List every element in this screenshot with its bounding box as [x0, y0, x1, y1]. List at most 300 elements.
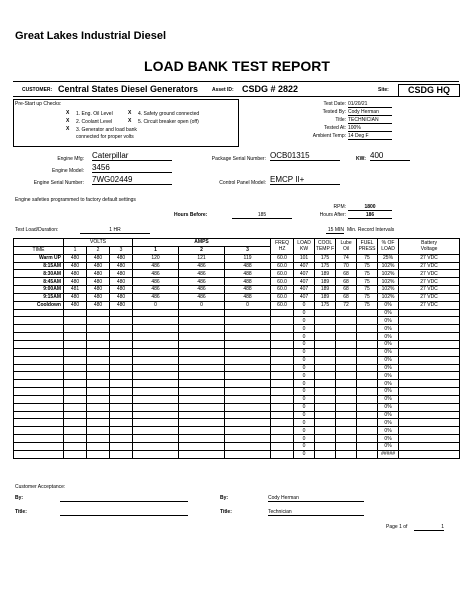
empty-cell [179, 388, 225, 396]
empty-cell [315, 435, 336, 443]
lube-header: Lube Oil [336, 239, 357, 255]
empty-cell [399, 325, 460, 333]
empty-cell [133, 380, 179, 388]
empty-cell [14, 325, 64, 333]
time-cell: Cooldown [14, 301, 64, 309]
empty-cell [87, 450, 110, 458]
empty-cell [14, 403, 64, 411]
empty-cell [110, 364, 133, 372]
empty-cell: 0% [378, 317, 399, 325]
reading-cell: 60.0 [271, 286, 294, 294]
engine-mfg-label: Engine Mfg: [57, 156, 84, 162]
empty-cell [271, 348, 294, 356]
empty-cell [87, 348, 110, 356]
empty-cell: ##### [378, 450, 399, 458]
reading-cell: 72 [336, 301, 357, 309]
reading-cell: 102% [378, 286, 399, 294]
reading-cell: 407 [294, 270, 315, 278]
reading-cell: 488 [225, 262, 271, 270]
table-row-blank [14, 380, 460, 388]
reading-cell: 0 [225, 301, 271, 309]
empty-cell: 0% [378, 309, 399, 317]
empty-cell [399, 372, 460, 380]
reading-cell: 75 [357, 262, 378, 270]
empty-cell [315, 333, 336, 341]
empty-cell [225, 333, 271, 341]
empty-cell [315, 419, 336, 427]
reading-cell: 480 [87, 293, 110, 301]
prestart-title: Pre-Start up Checks: [15, 101, 62, 107]
empty-cell [133, 309, 179, 317]
empty-cell: 0 [294, 356, 315, 364]
interval-value: 15 MIN [327, 227, 344, 233]
empty-cell: 0% [378, 395, 399, 403]
empty-cell [399, 403, 460, 411]
table-row [14, 293, 460, 301]
empty-cell [110, 348, 133, 356]
title-label-customer: Title: [15, 509, 27, 515]
readings-table [13, 238, 460, 459]
empty-cell [179, 348, 225, 356]
empty-cell [399, 442, 460, 450]
check-mark: X [66, 118, 70, 124]
empty-cell [14, 419, 64, 427]
reading-cell: 480 [64, 278, 87, 286]
interval-label: Min. Record Intervals [347, 227, 395, 233]
empty-cell: 0 [294, 427, 315, 435]
empty-cell [315, 317, 336, 325]
tested-by-label: Tested By: [322, 109, 346, 115]
site-label: Site: [378, 87, 389, 93]
empty-cell: 0% [378, 427, 399, 435]
volts-phase-header: 1 [64, 246, 87, 254]
table-row-blank [14, 356, 460, 364]
empty-cell [110, 411, 133, 419]
empty-cell [179, 340, 225, 348]
empty-cell [399, 340, 460, 348]
empty-cell: 0% [378, 435, 399, 443]
control-panel-value: EMCP II+ [270, 175, 340, 185]
time-cell: 8:15AM [14, 262, 64, 270]
reading-cell: 407 [294, 286, 315, 294]
engine-serial-label: Engine Serial Number: [33, 180, 84, 186]
check-mark: X [66, 110, 70, 116]
table-row [14, 286, 460, 294]
reading-cell: 480 [64, 262, 87, 270]
empty-cell [179, 442, 225, 450]
empty-cell [110, 317, 133, 325]
reading-cell: 74 [336, 254, 357, 262]
reading-cell: 102% [378, 262, 399, 270]
table-row-blank [14, 411, 460, 419]
reading-cell: 486 [179, 262, 225, 270]
table-row-blank [14, 348, 460, 356]
empty-cell [110, 419, 133, 427]
empty-cell [271, 411, 294, 419]
reading-cell: 486 [179, 270, 225, 278]
empty-cell [110, 403, 133, 411]
empty-cell [14, 333, 64, 341]
reading-cell: 70 [336, 262, 357, 270]
empty-cell [110, 450, 133, 458]
load-duration-value: 1 HR [80, 227, 150, 234]
cool-header: COOL TEMP F [315, 240, 335, 253]
empty-cell [179, 325, 225, 333]
reading-cell: 480 [110, 286, 133, 294]
amps-group-header: AMPS [133, 239, 271, 247]
empty-cell: 0% [378, 364, 399, 372]
site-value: CSDG HQ [398, 84, 460, 97]
empty-cell [179, 427, 225, 435]
kw-value: 400 [370, 151, 410, 161]
reading-cell: 27 VDC [399, 286, 460, 294]
empty-cell [336, 356, 357, 364]
reading-cell: 480 [87, 270, 110, 278]
engine-model-value: 3456 [92, 163, 172, 173]
customer-signature-line [60, 501, 188, 502]
empty-cell [399, 380, 460, 388]
empty-cell [179, 364, 225, 372]
reading-cell: 480 [64, 270, 87, 278]
empty-cell [14, 309, 64, 317]
reading-cell: 75 [357, 278, 378, 286]
empty-cell [110, 333, 133, 341]
empty-cell [271, 442, 294, 450]
empty-cell [110, 380, 133, 388]
table-row-blank [14, 317, 460, 325]
reading-cell: 486 [133, 286, 179, 294]
reading-cell: 102% [378, 270, 399, 278]
empty-cell [336, 348, 357, 356]
reading-cell: 189 [315, 270, 336, 278]
empty-cell [399, 395, 460, 403]
reading-cell: 60.0 [271, 293, 294, 301]
empty-cell [87, 340, 110, 348]
reading-cell: 0 [294, 301, 315, 309]
reading-cell: 60.0 [271, 278, 294, 286]
empty-cell [110, 309, 133, 317]
empty-cell [271, 356, 294, 364]
hours-after-value: 186 [348, 212, 392, 219]
empty-cell [271, 388, 294, 396]
time-cell: 8:30AM [14, 270, 64, 278]
empty-cell: 0% [378, 411, 399, 419]
reading-cell: 68 [336, 286, 357, 294]
empty-cell [225, 340, 271, 348]
empty-cell [271, 317, 294, 325]
package-serial-value: OCB01315 [270, 151, 340, 161]
empty-cell [14, 411, 64, 419]
table-row-blank [14, 403, 460, 411]
page-total: 1 [414, 524, 444, 531]
reading-cell: 480 [64, 293, 87, 301]
empty-cell [357, 372, 378, 380]
title-label: Title: [335, 117, 346, 123]
empty-cell [14, 317, 64, 325]
empty-cell [64, 309, 87, 317]
table-row-blank [14, 435, 460, 443]
rpm-value: 1800 [348, 204, 392, 211]
empty-cell [14, 395, 64, 403]
empty-cell [336, 388, 357, 396]
empty-cell [315, 364, 336, 372]
reading-cell: 60.0 [271, 262, 294, 270]
reading-cell: 101 [294, 254, 315, 262]
table-row-blank [14, 340, 460, 348]
test-date-label: Test Date: [323, 101, 346, 107]
empty-cell [133, 419, 179, 427]
empty-cell [399, 309, 460, 317]
reading-cell: 75 [357, 254, 378, 262]
check-item: 5. Circuit breaker open (off) [138, 119, 199, 125]
empty-cell [14, 427, 64, 435]
empty-cell [14, 388, 64, 396]
empty-cell [87, 333, 110, 341]
empty-cell [399, 356, 460, 364]
empty-cell [315, 388, 336, 396]
reading-cell: 480 [110, 278, 133, 286]
empty-cell [315, 403, 336, 411]
empty-cell [64, 388, 87, 396]
empty-cell [133, 348, 179, 356]
reading-cell: 486 [179, 293, 225, 301]
empty-cell: 0 [294, 395, 315, 403]
reading-cell: 60.0 [271, 301, 294, 309]
empty-cell [357, 411, 378, 419]
empty-cell [133, 395, 179, 403]
empty-cell [14, 364, 64, 372]
customer-label: CUSTOMER: [22, 87, 53, 93]
reading-cell: 488 [225, 293, 271, 301]
reading-cell: 486 [133, 293, 179, 301]
empty-cell [179, 435, 225, 443]
empty-cell [225, 364, 271, 372]
report-title: LOAD BANK TEST REPORT [144, 58, 330, 74]
reading-cell: 407 [294, 293, 315, 301]
reading-cell: 486 [179, 278, 225, 286]
reading-cell: 27 VDC [399, 301, 460, 309]
empty-cell [336, 450, 357, 458]
time-cell: Warm UP [14, 254, 64, 262]
empty-cell [133, 450, 179, 458]
reading-cell: 189 [315, 278, 336, 286]
reading-cell: 0 [179, 301, 225, 309]
rpm-label: RPM: [333, 204, 346, 210]
reading-cell: 175 [315, 301, 336, 309]
kw-label: KW: [356, 156, 366, 162]
engine-model-label: Engine Model: [52, 168, 84, 174]
reading-cell: 27 VDC [399, 254, 460, 262]
empty-cell: 0 [294, 450, 315, 458]
empty-cell [87, 325, 110, 333]
empty-cell [315, 442, 336, 450]
empty-cell [357, 309, 378, 317]
empty-cell [64, 348, 87, 356]
reading-cell: 75 [357, 286, 378, 294]
table-row-blank [14, 427, 460, 435]
time-header: TIME [14, 246, 64, 254]
ambient-value: 14 Deg F [348, 133, 392, 140]
empty-cell [315, 356, 336, 364]
empty-cell [315, 427, 336, 435]
empty-cell [315, 450, 336, 458]
empty-cell: 0% [378, 442, 399, 450]
empty-cell [110, 356, 133, 364]
empty-cell [87, 380, 110, 388]
empty-cell [357, 442, 378, 450]
table-row [14, 278, 460, 286]
reading-cell: 480 [87, 301, 110, 309]
reading-cell: 480 [110, 254, 133, 262]
empty-cell [225, 442, 271, 450]
empty-cell [357, 435, 378, 443]
empty-cell [225, 325, 271, 333]
empty-cell [225, 395, 271, 403]
empty-cell [64, 450, 87, 458]
empty-cell [357, 356, 378, 364]
reading-cell: 25% [378, 254, 399, 262]
empty-cell [399, 419, 460, 427]
empty-cell [399, 333, 460, 341]
hours-before-value: 185 [232, 212, 292, 219]
check-item: 3. Generator and load bank [76, 127, 137, 133]
reading-cell: 27 VDC [399, 270, 460, 278]
company-name: Great Lakes Industrial Diesel [15, 30, 167, 42]
empty-cell [336, 309, 357, 317]
empty-cell [357, 348, 378, 356]
empty-cell [87, 372, 110, 380]
check-item: 4. Safety ground connected [138, 111, 200, 117]
check-mark: X [128, 110, 132, 116]
empty-cell [357, 419, 378, 427]
empty-cell [64, 364, 87, 372]
table-row-blank [14, 419, 460, 427]
empty-cell [87, 403, 110, 411]
empty-cell [271, 427, 294, 435]
empty-cell [14, 356, 64, 364]
empty-cell [64, 333, 87, 341]
empty-cell: 0% [378, 403, 399, 411]
empty-cell [399, 450, 460, 458]
empty-cell [110, 442, 133, 450]
reading-cell: 68 [336, 293, 357, 301]
reading-cell: 0 [133, 301, 179, 309]
hours-before-label: Hours Before: [174, 212, 208, 218]
asset-label: Asset ID: [212, 87, 234, 93]
empty-cell [87, 309, 110, 317]
check-item: 1. Eng. Oil Level [76, 111, 113, 117]
empty-cell [336, 372, 357, 380]
empty-cell [357, 450, 378, 458]
empty-cell [64, 419, 87, 427]
empty-cell [271, 340, 294, 348]
empty-cell [336, 411, 357, 419]
empty-cell [399, 427, 460, 435]
empty-cell [64, 317, 87, 325]
empty-cell [179, 419, 225, 427]
empty-cell [399, 364, 460, 372]
empty-cell [225, 388, 271, 396]
empty-cell [64, 340, 87, 348]
empty-cell [179, 356, 225, 364]
title-value: TECHNICIAN [348, 117, 392, 124]
empty-cell [271, 364, 294, 372]
empty-cell [271, 395, 294, 403]
load-duration-label: Test Load/Duration: [15, 227, 59, 233]
blank-header-cell [14, 239, 64, 247]
package-serial-label: Package Serial Number: [211, 156, 266, 162]
customer-value: Central States Diesel Generators [58, 84, 199, 94]
empty-cell [336, 364, 357, 372]
empty-cell [14, 380, 64, 388]
empty-cell [87, 388, 110, 396]
empty-cell [336, 325, 357, 333]
table-row [14, 270, 460, 278]
empty-cell [87, 356, 110, 364]
empty-cell [315, 380, 336, 388]
empty-cell [133, 411, 179, 419]
empty-cell [64, 411, 87, 419]
empty-cell [271, 419, 294, 427]
time-cell: 8:45AM [14, 278, 64, 286]
empty-cell [225, 435, 271, 443]
empty-cell [179, 317, 225, 325]
empty-cell [14, 450, 64, 458]
empty-cell [225, 356, 271, 364]
check-mark: X [128, 118, 132, 124]
empty-cell [336, 333, 357, 341]
empty-cell [357, 380, 378, 388]
empty-cell [64, 442, 87, 450]
reading-cell: 480 [87, 278, 110, 286]
empty-cell [336, 427, 357, 435]
table-row-blank [14, 364, 460, 372]
empty-cell [271, 380, 294, 388]
empty-cell [336, 380, 357, 388]
reading-cell: 481 [64, 286, 87, 294]
table-row-blank [14, 372, 460, 380]
reading-cell: 480 [110, 262, 133, 270]
empty-cell [64, 395, 87, 403]
reading-cell: 121 [179, 254, 225, 262]
empty-cell [357, 403, 378, 411]
empty-cell [14, 435, 64, 443]
empty-cell: 0% [378, 356, 399, 364]
reading-cell: 60.0 [271, 254, 294, 262]
reading-cell: 120 [133, 254, 179, 262]
empty-cell: 0 [294, 403, 315, 411]
volts-phase-header: 2 [87, 246, 110, 254]
empty-cell [133, 388, 179, 396]
empty-cell [133, 372, 179, 380]
empty-cell [133, 364, 179, 372]
empty-cell [315, 411, 336, 419]
volts-group-header: VOLTS [64, 239, 133, 247]
empty-cell [271, 309, 294, 317]
empty-cell [133, 403, 179, 411]
empty-cell [225, 427, 271, 435]
table-row [14, 254, 460, 262]
empty-cell [87, 317, 110, 325]
reading-cell: 68 [336, 270, 357, 278]
reading-cell: 480 [87, 286, 110, 294]
empty-cell [179, 372, 225, 380]
empty-cell [225, 403, 271, 411]
empty-cell [336, 395, 357, 403]
empty-cell [271, 450, 294, 458]
empty-cell [179, 403, 225, 411]
table-row-blank [14, 325, 460, 333]
